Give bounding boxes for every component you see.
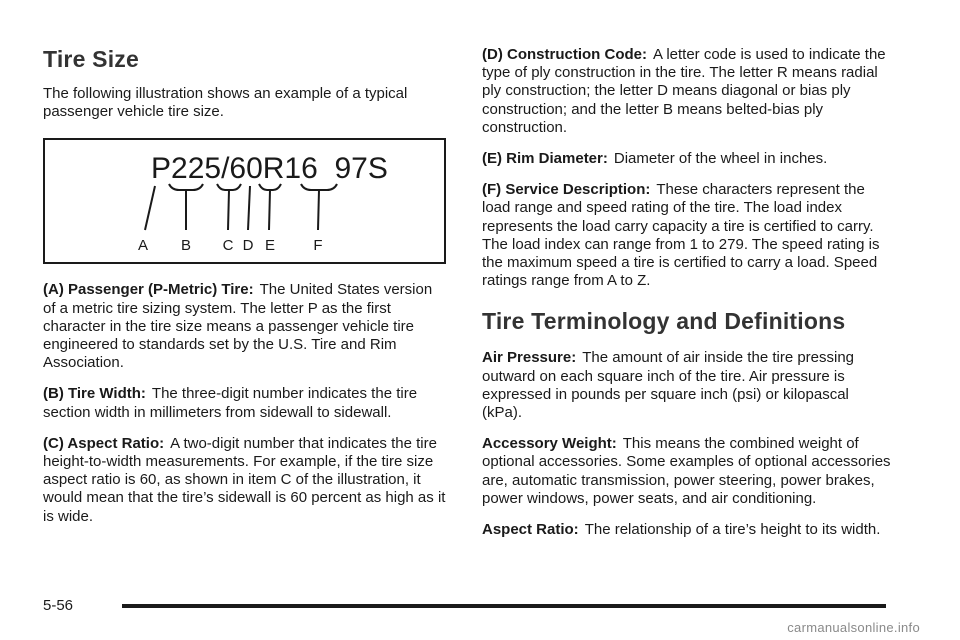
callout-line-c xyxy=(228,190,229,230)
page-number: 5-56 xyxy=(43,597,74,614)
callout-label-e: E xyxy=(264,237,276,255)
item-rim-diameter xyxy=(482,150,892,168)
section-title-terminology: Tire Terminology and Definitions xyxy=(482,308,846,335)
item-tire-width xyxy=(43,385,448,421)
term-description: A letter code is used to indicate the type of ply construction in the tire. The letter R means radial ply construction; the letter D means diagonal or bias ply construction; and the letter B means belted-bias ply construction. xyxy=(482,46,886,136)
item-construction-code xyxy=(482,46,892,137)
callout-label-a: A xyxy=(137,237,149,255)
callout-line-d xyxy=(248,186,250,230)
callout-label-b: B xyxy=(180,237,192,255)
tire-size-diagram xyxy=(45,140,444,262)
term-label: (D) Construction Code: xyxy=(482,46,647,63)
term-label: Air Pressure: xyxy=(482,349,577,367)
callout-lines xyxy=(145,184,337,230)
term-description: The relationship of a tire’s height to its width. xyxy=(584,521,881,539)
callout-line-e xyxy=(269,190,270,230)
term-label: (B) Tire Width: xyxy=(43,385,146,403)
term-label: (F) Service Description: xyxy=(482,181,651,199)
footer-rule xyxy=(122,604,886,608)
callout-line-a xyxy=(145,186,155,230)
left-column xyxy=(43,40,448,539)
definition-air-pressure xyxy=(482,349,892,422)
term-description: The amount of air inside the tire pressing outward on each square inch of the tire. Air pressure is expressed in pounds per square inch (psi) or kilopascal (kPa). xyxy=(482,349,855,422)
callout-label-c: C xyxy=(222,237,234,255)
definition-aspect-ratio xyxy=(482,521,892,539)
item-passenger-tire xyxy=(43,281,448,372)
callout-label-f: F xyxy=(313,237,323,255)
right-column xyxy=(482,46,892,552)
term-label: (C) Aspect Ratio: xyxy=(43,434,165,452)
definition-accessory-weight xyxy=(482,435,892,508)
term-label: Aspect Ratio: xyxy=(482,521,579,539)
section-title-tire-size: Tire Size xyxy=(43,46,139,72)
watermark-text: carmanualsonline.info xyxy=(787,620,920,635)
term-description: The three-digit number indicates the tire section width in millimeters from sidewall to sidewall. xyxy=(43,385,418,421)
term-description: Diameter of the wheel in inches. xyxy=(613,150,828,168)
callout-label-d: D xyxy=(242,237,254,255)
item-service-description xyxy=(482,181,892,290)
tire-size-illustration xyxy=(43,138,446,264)
term-description: These characters represent the load range and speed rating of the tire. The load index represents the load carry capacity a tire is certified to carry. The load index can range from 1 to 279. The speed rating is the maximum speed a tire is certified to carry a load. Speed ratings range from A to Z. xyxy=(482,181,880,290)
item-aspect-ratio xyxy=(43,435,448,526)
term-description: A two-digit number that indicates the tire height-to-width measurements. For example, if the tire size aspect ratio is 60, as shown in item C of the illustration, it would mean that the tire’s sidewall is 60 percent as high as it is wide. xyxy=(43,434,446,525)
term-label: (A) Passenger (P-Metric) Tire: xyxy=(43,281,254,299)
tire-code-text: P225/60R16 97S xyxy=(151,152,388,186)
term-description: The United States version of a metric tire sizing system. The letter P as the first character in the tire size means a passenger vehicle tire engineered to standards set by the U.S. Tire and Rim Association. xyxy=(43,281,433,372)
intro-paragraph: The following illustration shows an example of a typical passenger vehicle tire size. xyxy=(43,85,408,121)
callout-line-f xyxy=(318,190,319,230)
term-description: This means the combined weight of optional accessories. Some examples of optional accessories are, automatic transmission, power steering, power brakes, power windows, power seats, and air conditioning. xyxy=(482,435,891,507)
term-label: (E) Rim Diameter: xyxy=(482,150,608,168)
term-label: Accessory Weight: xyxy=(482,435,617,453)
